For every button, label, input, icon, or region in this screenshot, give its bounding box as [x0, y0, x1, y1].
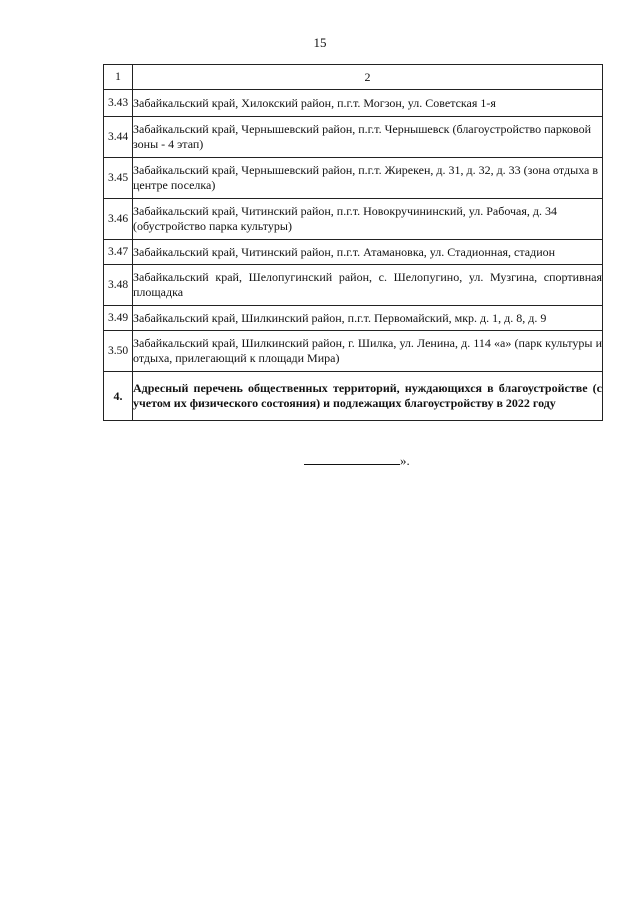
row-address: Забайкальский край, Чернышевский район, п.г.т. Жирекен, д. 31, д. 32, д. 33 (зона отдыха в центре поселка) — [133, 158, 603, 199]
row-address: Забайкальский край, Чернышевский район, п.г.т. Чернышевск (благоустройство парковой зоны - 4 этап) — [133, 117, 603, 158]
table-row — [104, 306, 603, 331]
row-number: 3.49 — [104, 306, 133, 331]
row-address: Забайкальский край, Читинский район, п.г.т. Новокручининский, ул. Рабочая, д. 34 (обустройство парка культуры) — [133, 199, 603, 240]
closing-quote: ». — [400, 453, 410, 468]
row-number: 3.45 — [104, 158, 133, 199]
table-row — [104, 117, 603, 158]
row-number: 3.48 — [104, 265, 133, 306]
row-number: 3.44 — [104, 117, 133, 158]
column-header-2: 2 — [133, 65, 603, 90]
row-address: Забайкальский край, Шилкинский район, п.г.т. Первомайский, мкр. д. 1, д. 8, д. 9 — [133, 306, 603, 331]
row-number: 3.43 — [104, 90, 133, 117]
row-number: 3.46 — [104, 199, 133, 240]
section-number: 4. — [104, 372, 133, 421]
section-heading-row — [104, 372, 603, 421]
table-row — [104, 158, 603, 199]
row-address: Забайкальский край, Хилокский район, п.г.т. Могзон, ул. Советская 1-я — [133, 90, 603, 117]
address-list-table — [103, 64, 603, 421]
blank-underline — [304, 452, 400, 465]
section-heading: Адресный перечень общественных территорий, нуждающихся в благоустройстве (с учетом их физического состояния) и подлежащих благоустройству в 2022 году — [133, 372, 603, 421]
row-address: Забайкальский край, Шилкинский район, г. Шилка, ул. Ленина, д. 114 «а» (парк культуры и отдыха, прилегающий к площади Мира) — [133, 331, 603, 372]
table-header-row — [104, 65, 603, 90]
column-header-1: 1 — [104, 65, 133, 90]
table-row — [104, 199, 603, 240]
table-row — [104, 265, 603, 306]
row-number: 3.50 — [104, 331, 133, 372]
table-row — [104, 240, 603, 265]
row-number: 3.47 — [104, 240, 133, 265]
closing-mark — [304, 452, 410, 469]
row-address: Забайкальский край, Читинский район, п.г.т. Атамановка, ул. Стадионная, стадион — [133, 240, 603, 265]
table-row — [104, 90, 603, 117]
page-number: 15 — [313, 35, 327, 50]
row-address: Забайкальский край, Шелопугинский район, с. Шелопугино, ул. Музгина, спортивная площадка — [133, 265, 603, 306]
table-row — [104, 331, 603, 372]
